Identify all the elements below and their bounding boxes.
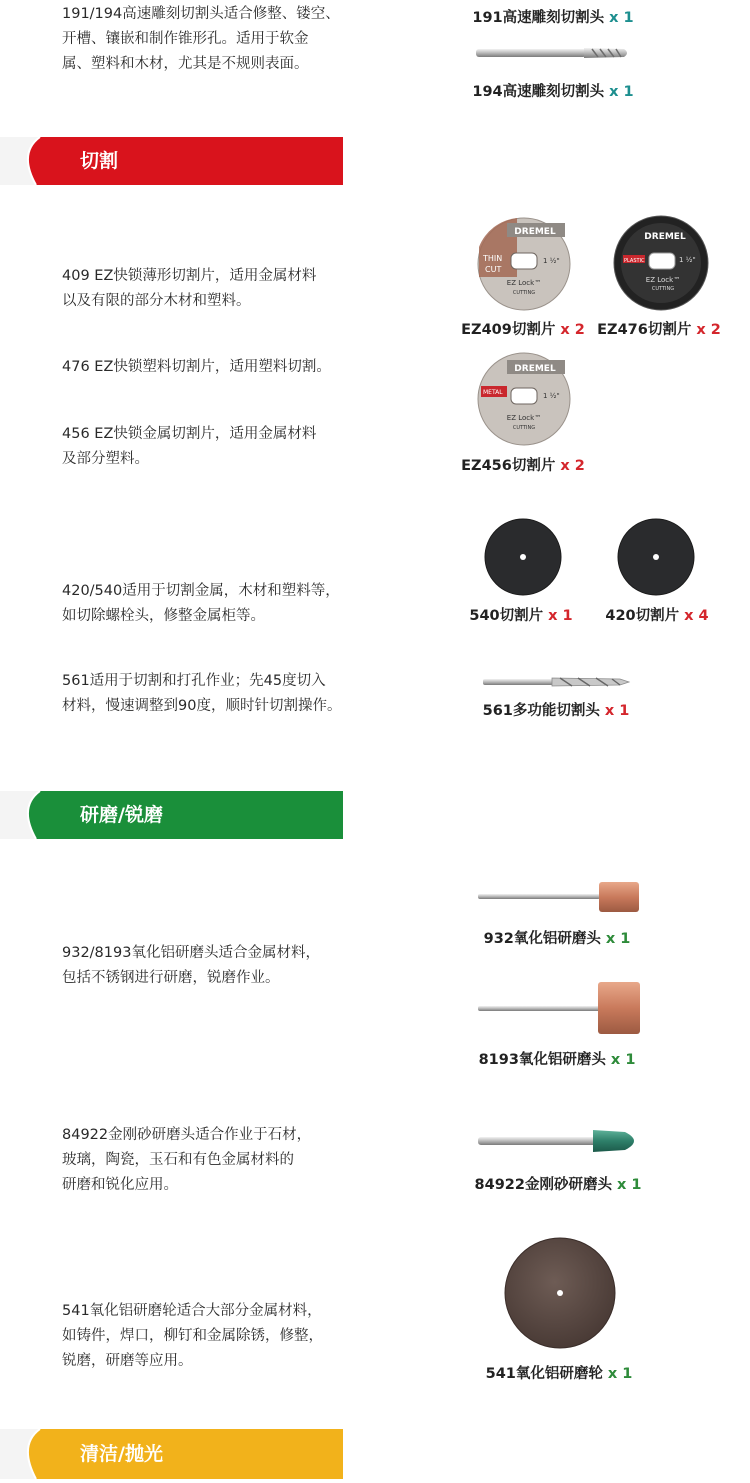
description-ez456: 456 EZ快锁金属切割片，适用金属材料 及部分塑料。 <box>62 426 317 467</box>
description-541: 541氧化铝研磨轮适合大部分金属材料， 如铸件，焊口，柳钉和金属除锈，修整， 锐磨，研磨等应用。 <box>62 1303 323 1369</box>
caption-541: 541氧化铝研磨轮 x 1 <box>485 1366 633 1382</box>
engraving-bit-icon <box>474 42 634 64</box>
caption-8193: 8193氧化铝研磨头 x 1 <box>478 1052 636 1068</box>
svg-text:THIN: THIN <box>483 254 503 263</box>
svg-text:CUTTING: CUTTING <box>651 286 675 292</box>
caption-ez409: EZ409切割片 x 2 <box>461 322 585 338</box>
section-title-grinding: 研磨/锐磨 <box>80 804 163 826</box>
svg-text:1 ½": 1 ½" <box>543 392 560 400</box>
section-title-cutting: 切割 <box>80 150 119 172</box>
caption-540: 540切割片 x 1 <box>469 608 573 624</box>
section-banner-cutting <box>0 137 343 185</box>
caption-194: 194高速雕刻切割头 x 1 <box>472 84 634 100</box>
svg-text:EZ Lock™: EZ Lock™ <box>645 276 681 284</box>
description-561: 561适用于切割和打孔作业；先45度切入 材料，慢速调整到90度，顺时针切割操作。 <box>62 673 342 714</box>
cutting-disc-icon <box>617 518 695 596</box>
description-932-8193: 932/8193氧化铝研磨头适合金属材料， 包括不锈钢进行研磨，锐磨作业。 <box>62 945 320 986</box>
description-84922: 84922金刚砂研磨头适合作业于石材， 玻璃，陶瓷，玉石和有色金属材料的 研磨和锐化应用。 <box>62 1127 312 1193</box>
description-engraving: 191/194高速雕刻切割头适合修整、镂空、 开槽、镶嵌和制作锥形孔。适用于软金 属、塑料和木材，尤其是不规则表面。 <box>62 6 340 72</box>
caption-ez456: EZ456切割片 x 2 <box>461 458 585 474</box>
caption-191: 191高速雕刻切割头 x 1 <box>472 10 634 26</box>
svg-text:EZ Lock™: EZ Lock™ <box>506 414 542 422</box>
section-banner-grinding <box>0 791 343 839</box>
caption-561: 561多功能切割头 x 1 <box>482 703 630 719</box>
svg-text:DREMEL: DREMEL <box>514 227 556 237</box>
grinding-stone-icon <box>477 1128 645 1154</box>
cutting-disc-icon <box>484 518 562 596</box>
svg-text:1 ½": 1 ½" <box>543 257 560 265</box>
caption-932: 932氧化铝研磨头 x 1 <box>483 931 631 947</box>
description-ez476: 476 EZ快锁塑料切割片，适用塑料切割。 <box>62 359 331 375</box>
caption-84922: 84922金刚砂研磨头 x 1 <box>474 1177 642 1193</box>
svg-text:DREMEL: DREMEL <box>514 364 556 374</box>
caption-420: 420切割片 x 4 <box>605 608 709 624</box>
description-420-540: 420/540适用于切割金属，木材和塑料等， 如切除螺栓头，修整金属柜等。 <box>62 583 340 624</box>
svg-text:PLASTIC: PLASTIC <box>624 258 645 264</box>
svg-text:CUT: CUT <box>485 265 502 274</box>
description-ez409: 409 EZ快锁薄形切割片，适用金属材料 以及有限的部分木材和塑料。 <box>62 268 317 309</box>
section-title-polishing: 清洁/抛光 <box>80 1443 163 1465</box>
svg-text:METAL: METAL <box>483 389 503 396</box>
drill-bit-icon <box>482 674 632 690</box>
banner-swoosh-icon <box>0 137 60 185</box>
svg-text:EZ Lock™: EZ Lock™ <box>506 279 542 287</box>
grinding-wheel-icon <box>504 1237 616 1349</box>
svg-text:CUTTING: CUTTING <box>512 290 536 296</box>
grinding-stone-icon <box>477 880 642 914</box>
cutting-disc-icon <box>613 215 710 312</box>
cutting-disc-icon <box>477 217 572 312</box>
section-banner-polishing <box>0 1429 343 1479</box>
banner-swoosh-icon <box>0 1429 60 1479</box>
grinding-stone-icon <box>477 980 642 1036</box>
banner-swoosh-icon <box>0 791 60 839</box>
svg-text:1 ½": 1 ½" <box>679 256 696 264</box>
cutting-disc-icon <box>477 352 572 447</box>
svg-text:CUTTING: CUTTING <box>512 425 536 431</box>
caption-ez476: EZ476切割片 x 2 <box>597 322 721 338</box>
svg-text:DREMEL: DREMEL <box>644 232 686 242</box>
